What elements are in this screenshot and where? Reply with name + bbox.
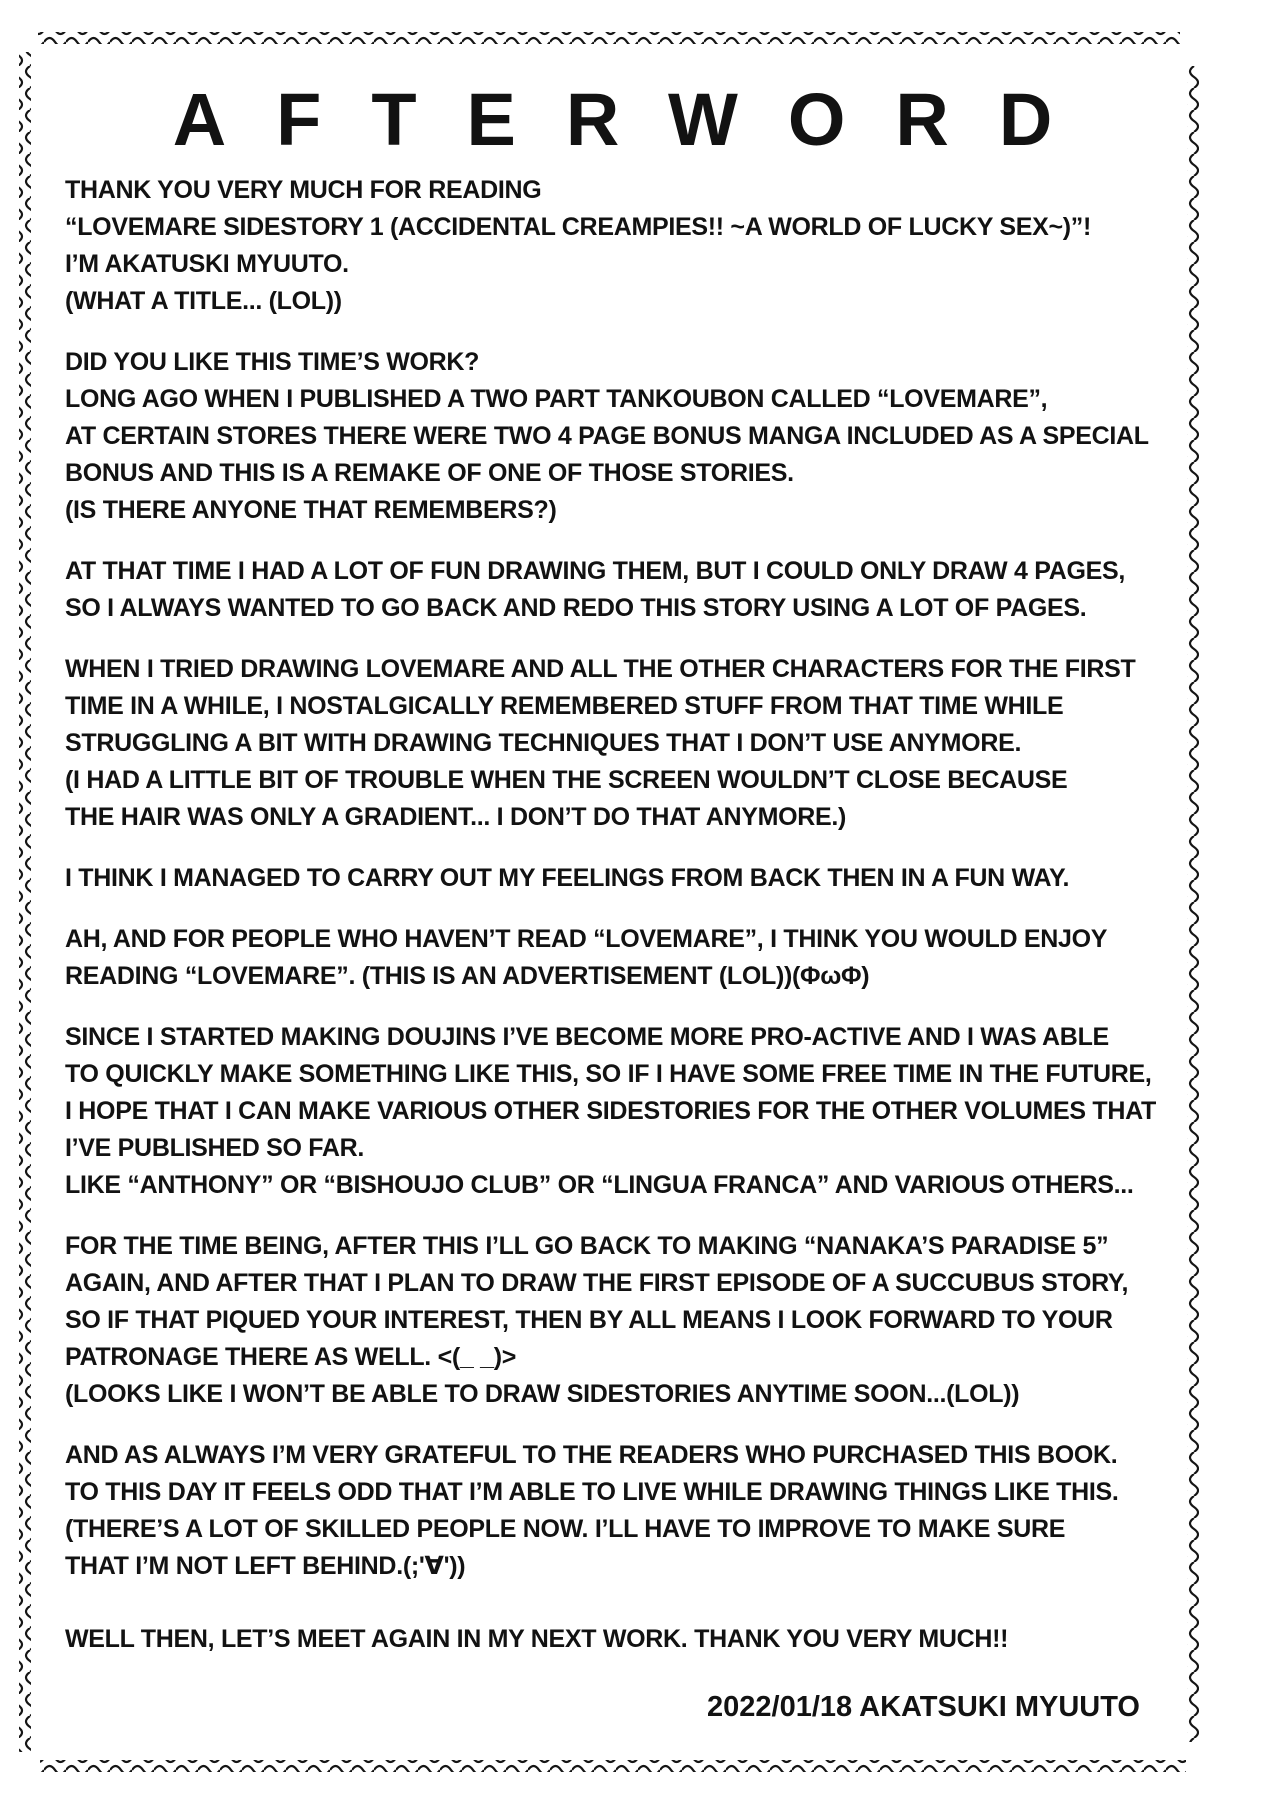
wavy-border-bottom xyxy=(40,1760,1186,1772)
wavy-border-top xyxy=(38,32,1180,44)
wavy-border-left xyxy=(19,52,31,1752)
afterword-line: I HOPE THAT I CAN MAKE VARIOUS OTHER SIDESTORIES FOR THE OTHER VOLUMES THAT xyxy=(65,1097,1156,1125)
afterword-line: AGAIN, AND AFTER THAT I PLAN TO DRAW THE FIRST EPISODE OF A SUCCUBUS STORY, xyxy=(65,1269,1129,1297)
page-title: AFTERWORD xyxy=(172,78,1103,161)
afterword-line: (I HAD A LITTLE BIT OF TROUBLE WHEN THE SCREEN WOULDN’T CLOSE BECAUSE xyxy=(65,766,1068,794)
afterword-line: LIKE “ANTHONY” OR “BISHOUJO CLUB” OR “LINGUA FRANCA” AND VARIOUS OTHERS... xyxy=(65,1171,1134,1199)
afterword-line: (WHAT A TITLE... (LOL)) xyxy=(65,287,342,315)
afterword-line: THAT I’M NOT LEFT BEHIND.(;'∀')) xyxy=(65,1552,466,1580)
afterword-line: AT CERTAIN STORES THERE WERE TWO 4 PAGE BONUS MANGA INCLUDED AS A SPECIAL xyxy=(65,422,1149,450)
afterword-line: PATRONAGE THERE AS WELL. <(_ _)> xyxy=(65,1343,517,1371)
paragraph-origin xyxy=(65,344,1160,529)
afterword-line: THE HAIR WAS ONLY A GRADIENT... I DON’T DO THAT ANYMORE.) xyxy=(65,803,847,831)
afterword-line: READING “LOVEMARE”. (THIS IS AN ADVERTISEMENT (LOL))(ΦωΦ) xyxy=(65,962,870,990)
afterword-line: WHEN I TRIED DRAWING LOVEMARE AND ALL THE OTHER CHARACTERS FOR THE FIRST xyxy=(65,655,1136,683)
paragraph-next-plans xyxy=(65,1228,1160,1413)
paragraph-gratitude xyxy=(65,1437,1160,1585)
afterword-line: (LOOKS LIKE I WON’T BE ABLE TO DRAW SIDESTORIES ANYTIME SOON...(LOL)) xyxy=(65,1380,1020,1408)
afterword-line: THANK YOU VERY MUCH FOR READING xyxy=(65,176,542,204)
paragraph-drawing xyxy=(65,651,1160,836)
afterword-line: TO THIS DAY IT FEELS ODD THAT I’M ABLE TO LIVE WHILE DRAWING THINGS LIKE THIS. xyxy=(65,1478,1119,1506)
signature-date-author: 2022/01/18 AKATSUKI MYUUTO xyxy=(707,1691,1140,1723)
afterword-line: DID YOU LIKE THIS TIME’S WORK? xyxy=(65,348,480,376)
afterword-line: LONG AGO WHEN I PUBLISHED A TWO PART TANKOUBON CALLED “LOVEMARE”, xyxy=(65,385,1048,413)
paragraph-feelings xyxy=(65,860,1160,897)
afterword-line: I’M AKATUSKI MYUUTO. xyxy=(65,250,349,278)
afterword-line: FOR THE TIME BEING, AFTER THIS I’LL GO BACK TO MAKING “NANAKA’S PARADISE 5” xyxy=(65,1232,1109,1260)
paragraph-thanks xyxy=(65,172,1160,320)
wavy-border-right xyxy=(1187,66,1199,1742)
afterword-line: I THINK I MANAGED TO CARRY OUT MY FEELINGS FROM BACK THEN IN A FUN WAY. xyxy=(65,864,1070,892)
afterword-line: SO IF THAT PIQUED YOUR INTEREST, THEN BY ALL MEANS I LOOK FORWARD TO YOUR xyxy=(65,1306,1113,1334)
afterword-line: TO QUICKLY MAKE SOMETHING LIKE THIS, SO IF I HAVE SOME FREE TIME IN THE FUTURE, xyxy=(65,1060,1152,1088)
afterword-line: AT THAT TIME I HAD A LOT OF FUN DRAWING THEM, BUT I COULD ONLY DRAW 4 PAGES, xyxy=(65,557,1126,585)
afterword-line: AND AS ALWAYS I’M VERY GRATEFUL TO THE READERS WHO PURCHASED THIS BOOK. xyxy=(65,1441,1118,1469)
paragraph-redo xyxy=(65,553,1160,627)
afterword-content xyxy=(65,68,1160,1728)
paragraph-advertisement xyxy=(65,921,1160,995)
afterword-line: SO I ALWAYS WANTED TO GO BACK AND REDO THIS STORY USING A LOT OF PAGES. xyxy=(65,594,1087,622)
afterword-line: “LOVEMARE SIDESTORY 1 (ACCIDENTAL CREAMPIES!! ~A WORLD OF LUCKY SEX~)”! xyxy=(65,213,1092,241)
paragraph-doujins xyxy=(65,1019,1160,1204)
afterword-line: (IS THERE ANYONE THAT REMEMBERS?) xyxy=(65,496,557,524)
closing-line: WELL THEN, LET’S MEET AGAIN IN MY NEXT WORK. THANK YOU VERY MUCH!! xyxy=(65,1625,1009,1653)
afterword-line: BONUS AND THIS IS A REMAKE OF ONE OF THOSE STORIES. xyxy=(65,459,794,487)
afterword-line: STRUGGLING A BIT WITH DRAWING TECHNIQUES THAT I DON’T USE ANYMORE. xyxy=(65,729,1022,757)
afterword-line: I’VE PUBLISHED SO FAR. xyxy=(65,1134,365,1162)
afterword-line: AH, AND FOR PEOPLE WHO HAVEN’T READ “LOVEMARE”, I THINK YOU WOULD ENJOY xyxy=(65,925,1108,953)
afterword-line: (THERE’S A LOT OF SKILLED PEOPLE NOW. I’LL HAVE TO IMPROVE TO MAKE SURE xyxy=(65,1515,1066,1543)
afterword-line: SINCE I STARTED MAKING DOUJINS I’VE BECOME MORE PRO-ACTIVE AND I WAS ABLE xyxy=(65,1023,1109,1051)
afterword-line: TIME IN A WHILE, I NOSTALGICALLY REMEMBERED STUFF FROM THAT TIME WHILE xyxy=(65,692,1064,720)
